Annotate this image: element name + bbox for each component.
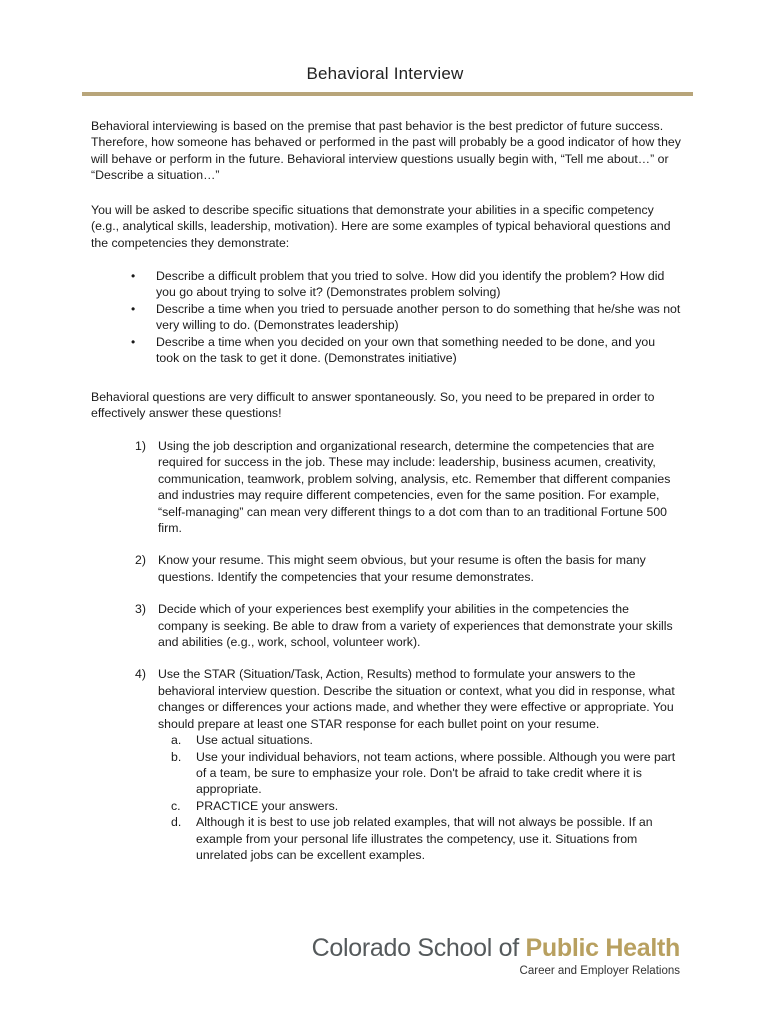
list-item: 4) Use the STAR (Situation/Task, Action, Results) method to formulate your answers to the behavioral interview question. Describe the situation or context, what you did in response, what changes or differences your actions made, and whether they were effective or appropriate. You should prepare at least one STAR response for each bullet point on your resume. a. Use actual situations. b. Use your individual behaviors, not team actions, where possible. Although you were part of a team, be sure to emphasize your role. Don't be afraid to take credit where it is appropriate. c. PRACTICE your answers. d. Although it is best to use job related examples, that will not always be possible. If an example from your personal life illustrates the competency, use it. Situations from unrelated jobs can be excellent examples. bbox=[91, 666, 681, 863]
transition-paragraph: Behavioral questions are very difficult to answer spontaneously. So, you need to be prepared in order to effectively answer these questions! bbox=[91, 390, 655, 421]
preparation-steps-list bbox=[91, 438, 681, 879]
school-logo bbox=[312, 934, 680, 977]
list-item: 1) Using the job description and organizational research, determine the competencies that are required for success in the job. These may include: leadership, business acumen, creativity, communication, teamwork, problem solving, analysis, etc. Remember that different companies and industries may require different competencies, even for the same position. For example, “self-managing” can mean very different things to a dot com than to an traditional Fortune 500 firm. bbox=[135, 439, 671, 536]
list-item: b. Use your individual behaviors, not team actions, where possible. Although you were part of a team, be sure to emphasize your role. Don't be afraid to take credit where it is appropriate. bbox=[171, 749, 676, 797]
intro-paragraph-1: Behavioral interviewing is based on the premise that past behavior is the best predictor of future success. Therefore, how someone has behaved or performed in the past will probably be a good indicator of how they will behave or perform in the future. Behavioral interview questions usually begin with, “Tell me about…” or “Describe a situation…” bbox=[91, 119, 681, 183]
title-divider bbox=[82, 92, 693, 96]
logo-text-regular: Colorado School of bbox=[311, 934, 519, 962]
logo-text-bold: Public Health bbox=[525, 934, 680, 962]
list-item: • Describe a difficult problem that you tried to solve. How did you identify the problem? How did you go about trying to solve it? (Demonstrates problem solving) bbox=[131, 269, 665, 300]
list-item: 3) Decide which of your experiences best exemplify your abilities in the competencies the company is seeking. Be able to draw from a variety of experiences that demonstrate your skills and abilities (e.g., work, school, volunteer work). bbox=[135, 602, 673, 650]
star-tips-list bbox=[158, 732, 681, 863]
list-item: • Describe a time when you tried to persuade another person to do something that he/she was not very willing to do. (Demonstrates leadership) bbox=[131, 301, 681, 333]
department-name: Career and Employer Relations bbox=[519, 965, 680, 977]
substep-letter: b. bbox=[171, 749, 182, 764]
substep-letter: d. bbox=[171, 815, 182, 830]
list-item: a. Use actual situations. bbox=[171, 733, 313, 748]
step-number: 4) bbox=[135, 667, 146, 682]
list-item: • Describe a time when you decided on your own that something needed to be done, and you took on the task to get it done. (Demonstrates initiative) bbox=[131, 334, 656, 366]
page-title: Behavioral Interview bbox=[306, 64, 464, 83]
step-number: 1) bbox=[135, 439, 146, 453]
example-questions-list bbox=[91, 268, 681, 366]
list-item: c. PRACTICE your answers. bbox=[171, 798, 339, 813]
intro-paragraph-2: You will be asked to describe specific situations that demonstrate your abilities in a specific competency (e.g., analytical skills, leadership, motivation). Here are some examples of typical behavioral questions and the competencies they demonstrate: bbox=[91, 203, 671, 250]
bullet-icon: • bbox=[131, 334, 136, 349]
bullet-icon: • bbox=[131, 269, 136, 283]
list-item: d. Although it is best to use job related examples, that will not always be possible. If an example from your personal life illustrates the competency, use it. Situations from unrelated jobs can be excellent examples. bbox=[171, 815, 653, 862]
substep-letter: a. bbox=[171, 733, 182, 748]
list-item: 2) Know your resume. This might seem obvious, but your resume is often the basis for many questions. Identify the competencies that your resume demonstrates. bbox=[135, 553, 646, 584]
substep-letter: c. bbox=[171, 798, 181, 813]
bullet-icon: • bbox=[131, 301, 136, 316]
step-number: 3) bbox=[135, 602, 146, 617]
step-number: 2) bbox=[135, 553, 146, 568]
